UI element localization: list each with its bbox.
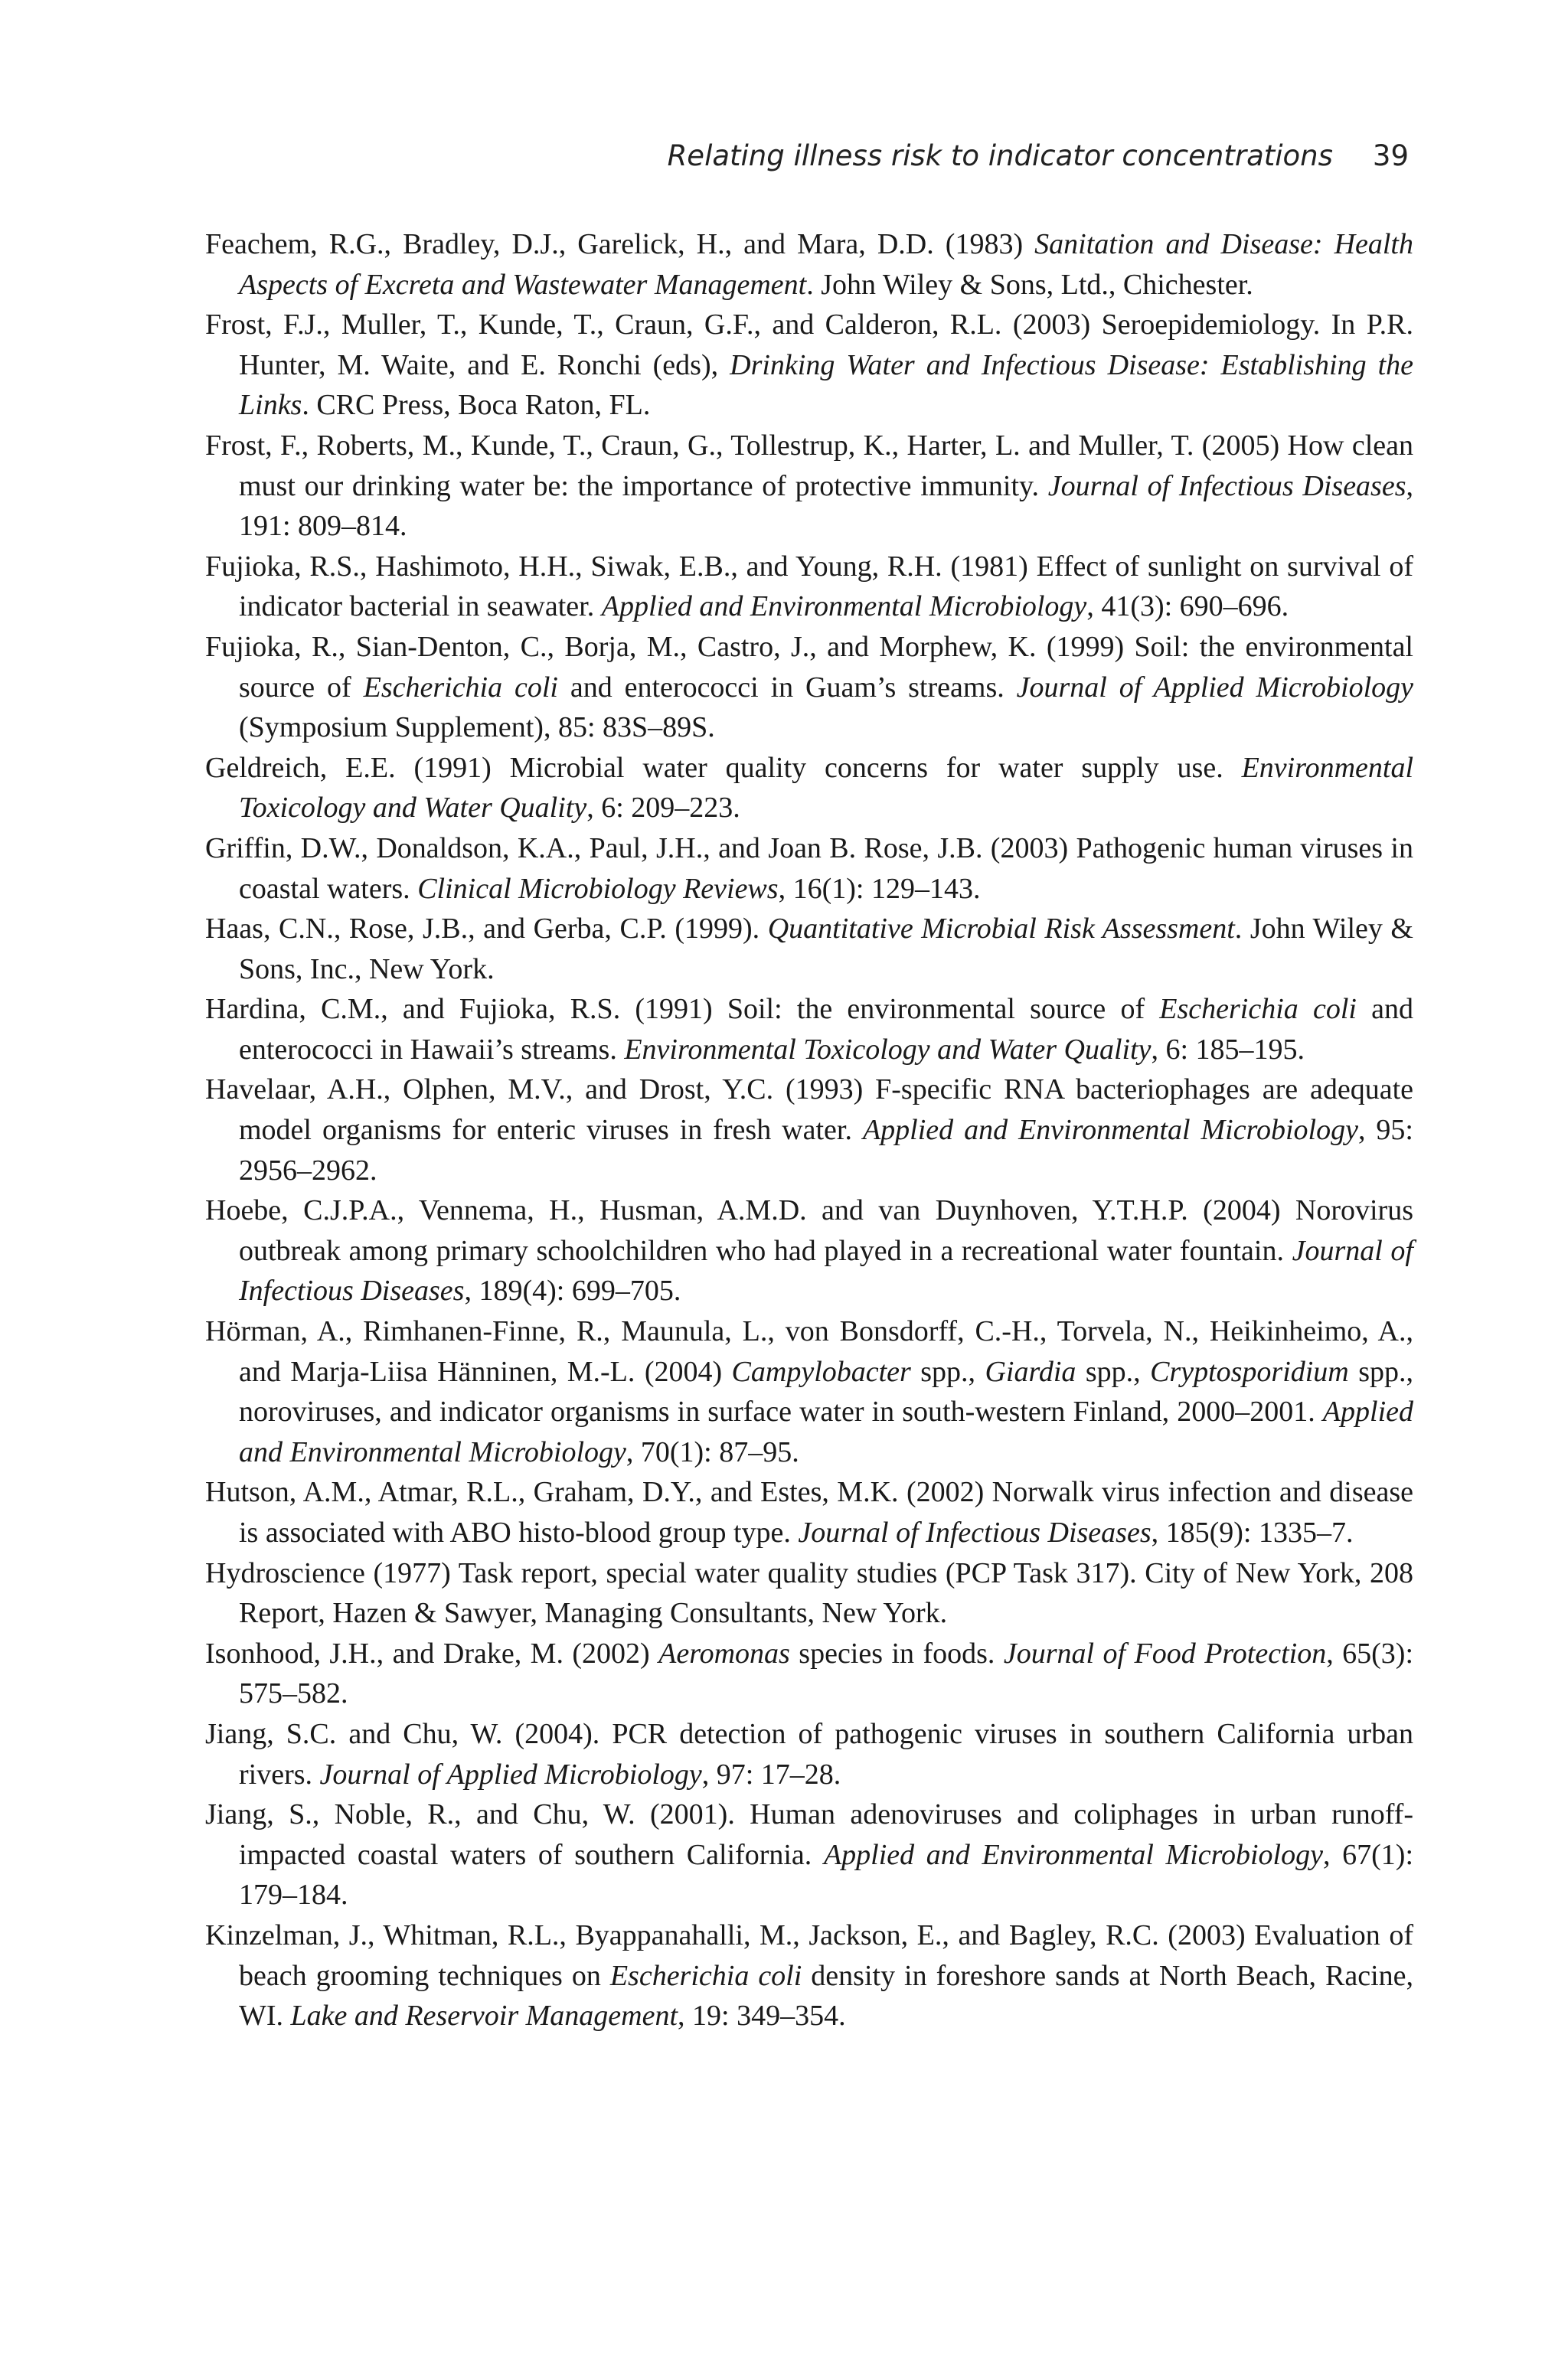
reference-text: , 16(1): 129–143.	[778, 872, 981, 905]
reference-entry	[205, 1634, 1413, 1714]
reference-entry	[205, 224, 1413, 305]
reference-italic-text: Sanitation and Disease: Health Aspects of Excreta and Wastewater Management	[239, 228, 1413, 301]
reference-text: . John Wiley & Sons, Inc., New York.	[239, 913, 1413, 985]
reference-text: Kinzelman, J., Whitman, R.L., Byappanahalli, M., Jackson, E., and Bagley, R.C. (2003) Evaluation of beach grooming techniques on	[205, 1919, 1413, 1992]
reference-text: , 19: 349–354.	[678, 2000, 846, 2033]
running-title: Relating illness risk to indicator concentrations	[667, 139, 1333, 172]
reference-text: , 70(1): 87–95.	[626, 1435, 799, 1468]
reference-entry	[205, 1190, 1413, 1311]
reference-text: Hörman, A., Rimhanen-Finne, R., Maunula, L., von Bonsdorff, C.-H., Torvela, N., Heikinheimo, A., and Marja-Liisa Hänninen, M.-L. (2004)	[205, 1315, 1413, 1388]
reference-text: and enterococci in Guam’s streams.	[557, 671, 1017, 704]
reference-text: Frost, F., Roberts, M., Kunde, T., Craun, G., Tollestrup, K., Harter, L. and Muller, T. (2005) How clean must our drinking water be: the importance of protective immunity.	[205, 429, 1413, 502]
reference-italic-text: Journal of Applied Microbiology	[1016, 671, 1413, 704]
reference-text: , 191: 809–814.	[239, 469, 1414, 543]
reference-italic-text: Aeromonas	[658, 1637, 790, 1670]
reference-italic-text: Applied and Environmental Microbiology	[239, 1396, 1413, 1468]
reference-entry	[205, 1069, 1413, 1190]
reference-text: Havelaar, A.H., Olphen, M.V., and Drost, Y.C. (1993) F-specific RNA bacteriophages are adequate model organisms for enteric viruses in fresh water.	[205, 1073, 1413, 1147]
reference-text: Hydroscience (1977) Task report, special water quality studies (PCP Task 317). City of New York, 208 Report, Hazen & Sawyer, Managing Consultants, New York.	[205, 1556, 1413, 1630]
reference-italic-text: Journal of Food Protection	[1003, 1637, 1327, 1670]
reference-italic-text: Applied and Environmental Microbiology	[862, 1114, 1358, 1147]
running-head	[205, 138, 1409, 175]
reference-italic-text: Environmental Toxicology and Water Quality	[239, 751, 1413, 825]
reference-entry	[205, 1714, 1413, 1794]
reference-text: , 185(9): 1335–7.	[1151, 1517, 1354, 1549]
reference-text: spp., noroviruses, and indicator organisms in surface water in south-western Finland, 2000–2001.	[239, 1355, 1413, 1429]
reference-text: Feachem, R.G., Bradley, D.J., Garelick, H., and Mara, D.D. (1983)	[205, 228, 1035, 260]
reference-text: Haas, C.N., Rose, J.B., and Gerba, C.P. (1999).	[205, 913, 768, 945]
reference-text: density in foreshore sands at North Beach, Racine, WI.	[239, 1959, 1414, 2033]
reference-text: Jiang, S., Noble, R., and Chu, W. (2001). Human adenoviruses and coliphages in urban runoff-impacted coastal waters of southern California.	[205, 1798, 1413, 1871]
reference-text: Hoebe, C.J.P.A., Vennema, H., Husman, A.M.D. and van Duynhoven, Y.T.H.P. (2004) Norovirus outbreak among primary schoolchildren who had played in a recreational water fountain.	[205, 1194, 1413, 1267]
reference-text: spp.,	[1076, 1355, 1151, 1388]
reference-text: Isonhood, J.H., and Drake, M. (2002)	[205, 1637, 659, 1670]
reference-text: , 6: 209–223.	[586, 792, 740, 825]
reference-entry	[205, 1472, 1413, 1553]
reference-italic-text: Lake and Reservoir Management	[290, 2000, 678, 2033]
reference-text: spp.,	[910, 1355, 985, 1388]
reference-text: Fujioka, R., Sian-Denton, C., Borja, M., Castro, J., and Morphew, K. (1999) Soil: the environmental source of	[205, 630, 1413, 704]
reference-entry	[205, 547, 1413, 627]
reference-italic-text: Campylobacter	[731, 1355, 911, 1388]
reference-italic-text: Clinical Microbiology Reviews	[417, 872, 779, 905]
reference-italic-text: Journal of Infectious Diseases	[1047, 469, 1406, 502]
reference-text: Hardina, C.M., and Fujioka, R.S. (1991) Soil: the environmental source of	[205, 993, 1160, 1026]
reference-text: species in foods.	[789, 1637, 1004, 1670]
reference-text: , 65(3): 575–582.	[239, 1637, 1414, 1710]
reference-entry	[205, 1311, 1413, 1472]
reference-text: (Symposium Supplement), 85: 83S–89S.	[239, 711, 715, 744]
reference-italic-text: Giardia	[985, 1355, 1076, 1388]
reference-text: Jiang, S.C. and Chu, W. (2004). PCR detection of pathogenic viruses in southern California urban rivers.	[205, 1717, 1413, 1791]
reference-text: , 67(1): 179–184.	[239, 1838, 1414, 1912]
reference-entry	[205, 828, 1413, 909]
reference-text: , 95: 2956–2962.	[239, 1114, 1413, 1187]
reference-list	[205, 224, 1413, 2036]
reference-entry	[205, 989, 1413, 1069]
reference-entry	[205, 1553, 1413, 1634]
reference-entry	[205, 748, 1413, 828]
reference-text: Frost, F.J., Muller, T., Kunde, T., Craun, G.F., and Calderon, R.L. (2003) Seroepidemiology. In P.R. Hunter, M. Waite, and E. Ronchi (eds),	[205, 309, 1413, 381]
reference-italic-text: Journal of Applied Microbiology	[319, 1758, 702, 1791]
reference-text: . John Wiley & Sons, Ltd., Chichester.	[806, 268, 1253, 301]
reference-entry	[205, 1915, 1413, 2036]
reference-text: , 41(3): 690–696.	[1086, 590, 1289, 623]
reference-italic-text: Environmental Toxicology and Water Quality	[624, 1033, 1152, 1066]
reference-text: Griffin, D.W., Donaldson, K.A., Paul, J.H., and Joan B. Rose, J.B. (2003) Pathogenic human viruses in coastal waters.	[205, 831, 1413, 905]
page-number: 39	[1372, 139, 1409, 172]
reference-text: , 97: 17–28.	[701, 1758, 841, 1791]
reference-italic-text: Journal of Infectious Diseases	[239, 1234, 1413, 1308]
reference-italic-text: Escherichia coli	[609, 1959, 802, 1992]
reference-italic-text: Applied and Environmental Microbiology	[823, 1838, 1323, 1871]
reference-text: , 6: 185–195.	[1151, 1033, 1305, 1066]
reference-entry	[205, 305, 1413, 426]
reference-italic-text: Journal of Infectious Diseases	[798, 1517, 1152, 1549]
reference-entry	[205, 627, 1413, 748]
reference-entry	[205, 1794, 1413, 1915]
reference-italic-text: Escherichia coli	[1159, 993, 1357, 1026]
reference-italic-text: Quantitative Microbial Risk Assessment	[767, 913, 1235, 945]
reference-text: . CRC Press, Boca Raton, FL.	[302, 389, 651, 422]
reference-text: Hutson, A.M., Atmar, R.L., Graham, D.Y., and Estes, M.K. (2002) Norwalk virus infection and disease is associated with ABO histo-blood group type.	[205, 1476, 1413, 1549]
reference-italic-text: Applied and Environmental Microbiology	[601, 590, 1087, 623]
reference-text: Geldreich, E.E. (1991) Microbial water quality concerns for water supply use.	[205, 751, 1242, 784]
reference-entry	[205, 909, 1413, 989]
reference-italic-text: Drinking Water and Infectious Disease: Establishing the Links	[239, 348, 1413, 422]
reference-text: Fujioka, R.S., Hashimoto, H.H., Siwak, E.B., and Young, R.H. (1981) Effect of sunlight on survival of indicator bacterial in seawater.	[205, 550, 1413, 623]
reference-text: and enterococci in Hawaii’s streams.	[239, 993, 1413, 1066]
reference-italic-text: Cryptosporidium	[1150, 1355, 1349, 1388]
reference-entry	[205, 426, 1413, 547]
reference-italic-text: Escherichia coli	[363, 671, 558, 704]
reference-text: , 189(4): 699–705.	[464, 1275, 681, 1308]
